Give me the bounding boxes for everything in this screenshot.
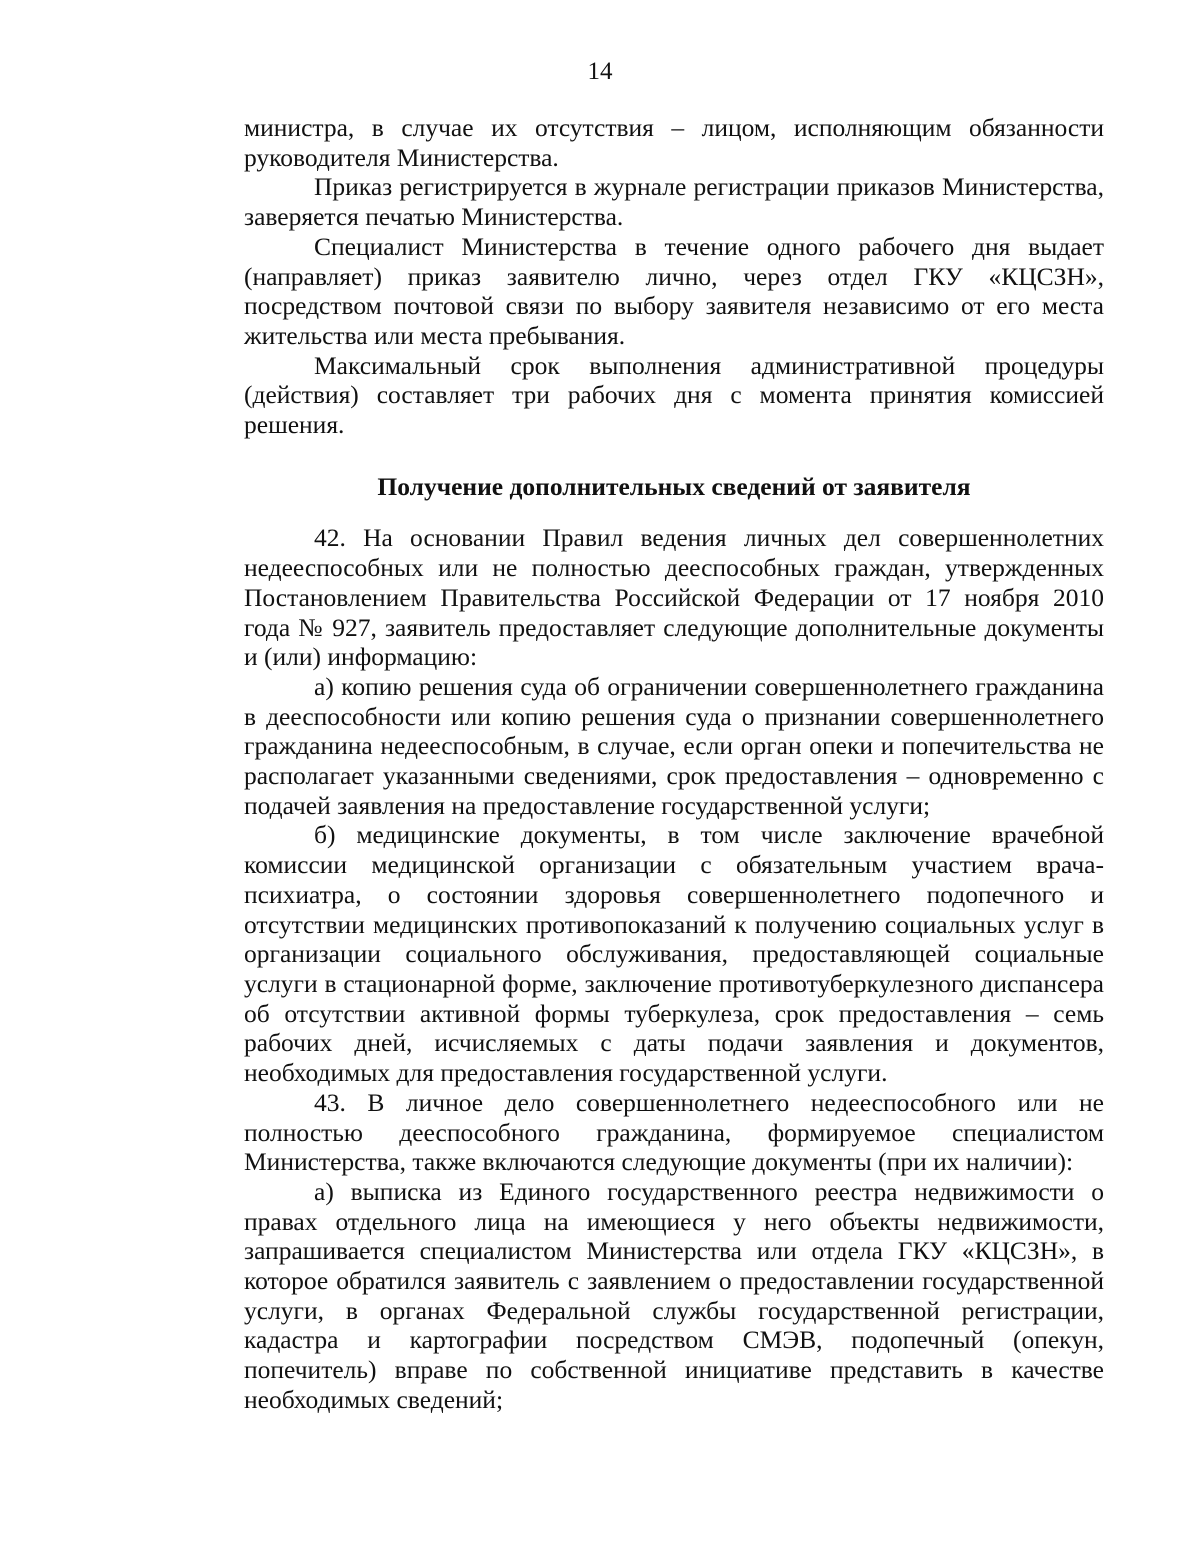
paragraph-order-delivery: Специалист Министерства в течение одного рабочего дня выдает (направляет) приказ заявителю лично, через отдел ГКУ «КЦСЗН», посредством почтовой связи по выбору заявителя независимо от его места жительства или места пребывания. xyxy=(244,231,1104,350)
paragraph-order-registration: Приказ регистрируется в журнале регистрации приказов Министерства, заверяется печатью Министерства. xyxy=(244,172,1104,232)
page-number: 14 xyxy=(587,58,613,85)
paragraph-continuation: министра, в случае их отсутствия – лицом, исполняющим обязанности руководителя Министерства. xyxy=(244,113,1104,172)
paragraph-item-42: 42. На основании Правил ведения личных дел совершеннолетних недееспособных или не полностью дееспособных граждан, утвержденных Постановлением Правительства Российской Федерации от 17 ноября 2010 года № 927, заявитель предоставляет следующие дополнительные документы и (или) информацию: xyxy=(244,523,1104,672)
paragraph-item-42a: а) копию решения суда об ограничении совершеннолетнего гражданина в дееспособности или копию решения суда о признании совершеннолетнего гражданина недееспособным, в случае, если орган опеки и попечительства не располагает указанными сведениями, срок предоставления – одновременно с подачей заявления на предоставление государственной услуги; xyxy=(244,671,1104,820)
paragraph-item-43a: а) выписка из Единого государственного реестра недвижимости о правах отдельного лица на имеющиеся у него объекты недвижимости, запрашивается специалистом Министерства или отдела ГКУ «КЦСЗН», в которое обратился заявитель с заявлением о предоставлении государственной услуги, в органах Федеральной службы государственной регистрации, кадастра и картографии посредством СМЭВ, подопечный (опекун, попечитель) вправе по собственной инициативе представить в качестве необходимых сведений; xyxy=(244,1176,1104,1414)
spacer xyxy=(244,440,1104,472)
section-heading: Получение дополнительных сведений от заявителя xyxy=(377,471,971,501)
document-body xyxy=(244,113,1104,1415)
spacer xyxy=(244,501,1104,523)
paragraph-max-term: Максимальный срок выполнения административной процедуры (действия) составляет три рабочих дня с момента принятия комиссией решения. xyxy=(244,350,1104,440)
paragraph-item-43: 43. В личное дело совершеннолетнего недееспособного или не полностью дееспособного гражданина, формируемое специалистом Министерства, также включаются следующие документы (при их наличии): xyxy=(244,1087,1104,1177)
paragraph-item-42b: б) медицинские документы, в том числе заключение врачебной комиссии медицинской организации с обязательным участием врача-психиатра, о состоянии здоровья совершеннолетнего подопечного и отсутствии медицинских противопоказаний к получению социальных услуг в организации социального обслуживания, предоставляющей социальные услуги в стационарной форме, заключение противотуберкулезного диспансера об отсутствии активной формы туберкулеза, срок предоставления – семь рабочих дней, исчисляемых с даты подачи заявления и документов, необходимых для предоставления государственной услуги. xyxy=(244,820,1104,1088)
